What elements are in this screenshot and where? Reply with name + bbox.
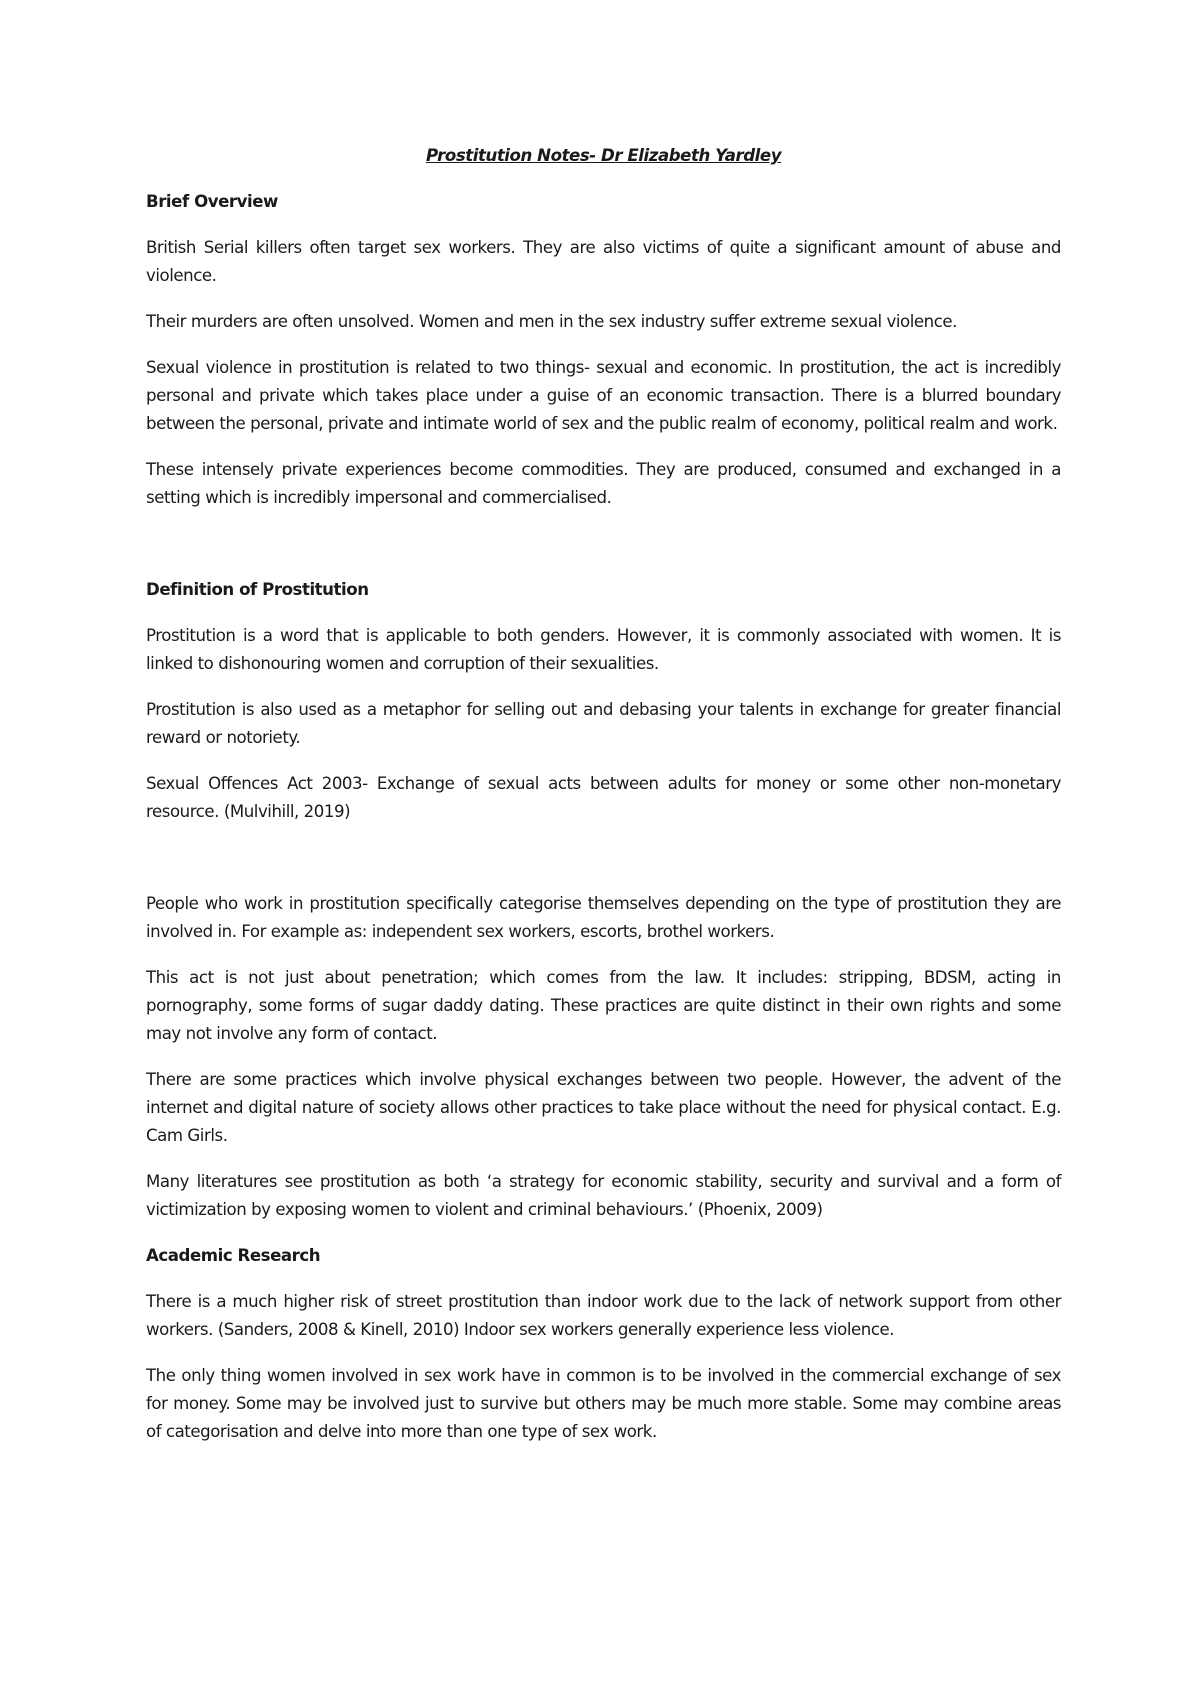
paragraph: Sexual Offences Act 2003- Exchange of sexual acts between adults for money or some other non-monetary resource. (Mulvihill, 2019) xyxy=(146,774,1061,821)
paragraph: There are some practices which involve physical exchanges between two people. However, the advent of the internet and digital nature of society allows other practices to take place without the need for physical contact. E.g. Cam Girls. xyxy=(146,1070,1061,1145)
paragraph: There is a much higher risk of street prostitution than indoor work due to the lack of network support from other workers. (Sanders, 2008 & Kinell, 2010) Indoor sex workers generally experience less violence. xyxy=(146,1292,1061,1339)
section-heading-research: Academic Research xyxy=(146,1246,321,1265)
paragraph: Their murders are often unsolved. Women and men in the sex industry suffer extreme sexual violence. xyxy=(146,312,957,331)
paragraph: Many literatures see prostitution as both ‘a strategy for economic stability, security and survival and a form of victimization by exposing women to violent and criminal behaviours.’ (Phoenix, 2009) xyxy=(146,1172,1061,1219)
blank-spacer xyxy=(146,530,1061,576)
paragraph: This act is not just about penetration; which comes from the law. It includes: stripping, BDSM, acting in pornography, some forms of sugar daddy dating. These practices are quite distinct in their own rights and some may not involve any form of contact. xyxy=(146,968,1061,1043)
paragraph: Sexual violence in prostitution is related to two things- sexual and economic. In prostitution, the act is incredibly personal and private which takes place under a guise of an economic transaction. There is a blurred boundary between the personal, private and intimate world of sex and the public realm of economy, political realm and work. xyxy=(146,358,1061,433)
section-heading-definition: Definition of Prostitution xyxy=(146,580,369,599)
paragraph: The only thing women involved in sex work have in common is to be involved in the commercial exchange of sex for money. Some may be involved just to survive but others may be much more stable. Some may combine areas of categorisation and delve into more than one type of sex work. xyxy=(146,1366,1061,1441)
blank-spacer xyxy=(146,844,1061,890)
paragraph: British Serial killers often target sex workers. They are also victims of quite a significant amount of abuse and violence. xyxy=(146,238,1061,285)
section-heading-overview: Brief Overview xyxy=(146,192,278,211)
document-page xyxy=(146,142,1061,1464)
paragraph: People who work in prostitution specifically categorise themselves depending on the type of prostitution they are involved in. For example as: independent sex workers, escorts, brothel workers. xyxy=(146,894,1061,941)
paragraph: Prostitution is a word that is applicable to both genders. However, it is commonly associated with women. It is linked to dishonouring women and corruption of their sexualities. xyxy=(146,626,1061,673)
paragraph: Prostitution is also used as a metaphor for selling out and debasing your talents in exchange for greater financial reward or notoriety. xyxy=(146,700,1061,747)
document-title: Prostitution Notes- Dr Elizabeth Yardley xyxy=(425,146,782,165)
paragraph: These intensely private experiences become commodities. They are produced, consumed and exchanged in a setting which is incredibly impersonal and commercialised. xyxy=(146,460,1061,507)
